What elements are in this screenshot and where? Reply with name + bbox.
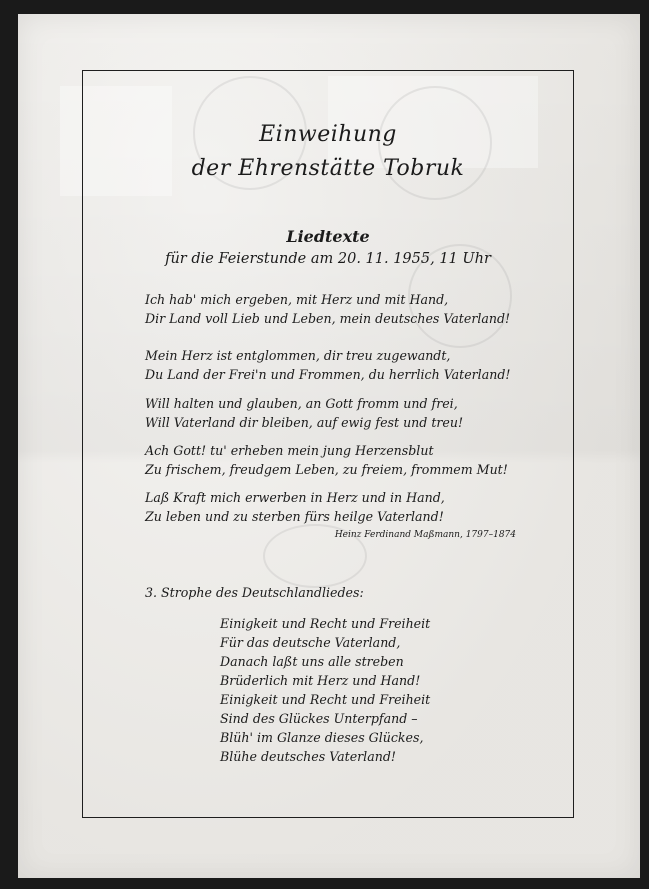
poem-line: Will halten und glauben, an Gott fromm und frei, <box>145 396 458 411</box>
poem-line: Laß Kraft mich erwerben in Herz und in Hand, <box>145 490 445 505</box>
poem-stanza <box>145 290 565 328</box>
poem-line: Zu frischem, freudgem Leben, zu freiem, frommem Mut! <box>145 462 508 477</box>
anthem-line: Für das deutsche Vaterland, <box>220 635 401 650</box>
poem-author: Heinz Ferdinand Maßmann, 1797–1874 <box>334 530 516 540</box>
poem-stanza <box>145 488 565 526</box>
anthem-heading: 3. Strophe des Deutschlandliedes: <box>145 585 364 600</box>
poem-stanza <box>145 346 565 384</box>
poem-line: Du Land der Frei'n und Frommen, du herrlich Vaterland! <box>145 367 511 382</box>
anthem-line: Blüh' im Glanze dieses Glückes, <box>220 730 424 745</box>
subtitle-date: für die Feierstunde am 20. 11. 1955, 11 Uhr <box>165 251 491 267</box>
poem-line: Ach Gott! tu' erheben mein jung Herzensblut <box>145 443 434 458</box>
anthem-line: Einigkeit und Recht und Freiheit <box>220 616 431 631</box>
poem-line: Dir Land voll Lieb und Leben, mein deutsches Vaterland! <box>145 311 511 326</box>
poem-stanza <box>145 441 565 479</box>
anthem-line: Einigkeit und Recht und Freiheit <box>220 692 431 707</box>
page-title-line2: der Ehrenstätte Tobruk <box>191 156 465 181</box>
subtitle-heading: Liedtexte <box>286 227 370 246</box>
poem-line: Mein Herz ist entglommen, dir treu zugewandt, <box>145 348 451 363</box>
poem-line: Will Vaterland dir bleiben, auf ewig fest und treu! <box>145 415 464 430</box>
poem-line: Zu leben und zu sterben fürs heilge Vaterland! <box>145 509 444 524</box>
anthem-verse <box>220 614 480 766</box>
anthem-line: Danach laßt uns alle streben <box>220 654 404 669</box>
anthem-line: Sind des Glückes Unterpfand – <box>220 711 418 726</box>
anthem-line: Blühe deutsches Vaterland! <box>220 749 396 764</box>
poem-line: Ich hab' mich ergeben, mit Herz und mit Hand, <box>145 292 449 307</box>
anthem-line: Brüderlich mit Herz und Hand! <box>220 673 421 688</box>
page-title-line1: Einweihung <box>259 122 397 147</box>
poem-stanza <box>145 394 565 432</box>
